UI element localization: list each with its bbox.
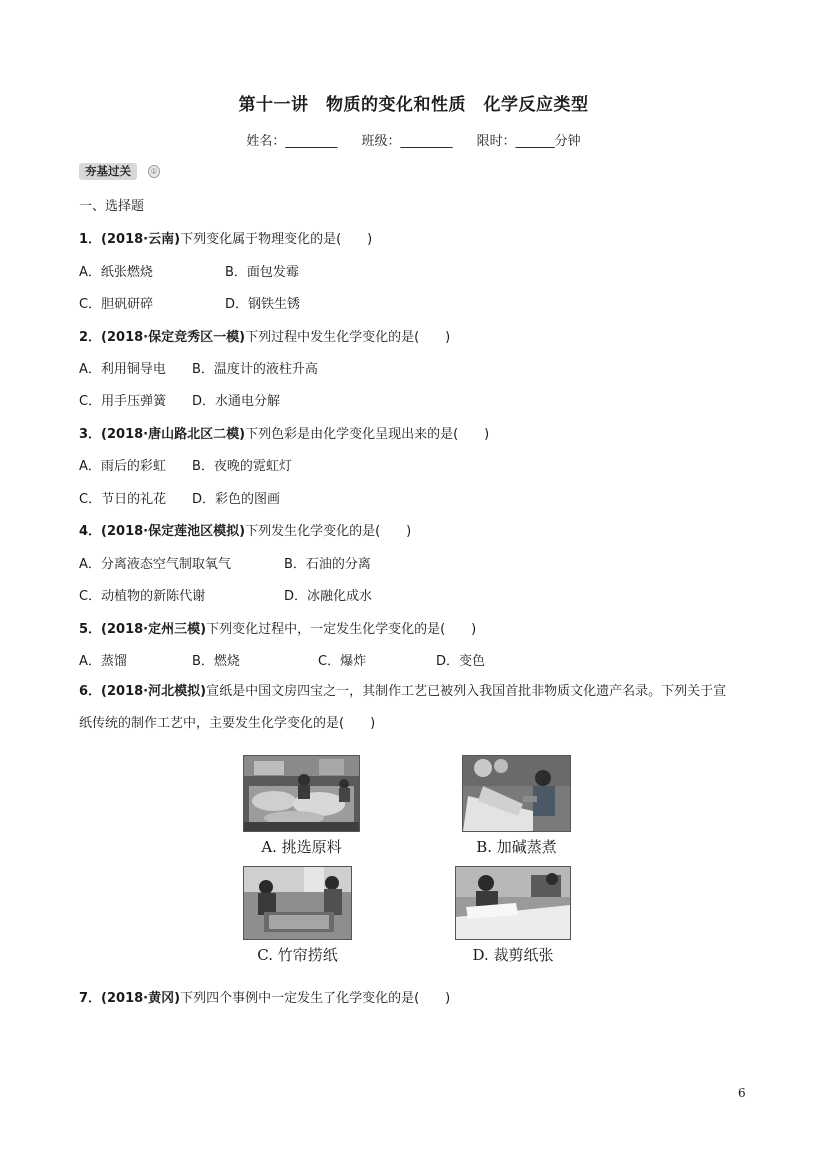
question-source: (2018·保定莲池区模拟)	[101, 524, 246, 539]
student-info-line	[0, 130, 827, 149]
photo-bamboo-screen-image	[244, 867, 351, 939]
question-source: (2018·黄冈)	[101, 991, 181, 1006]
question-number: 3．	[79, 427, 102, 442]
name-field[interactable]: 姓名：________	[246, 134, 338, 149]
time-limit-field[interactable]: 限时：______分钟	[476, 134, 581, 149]
option-b[interactable]: B．夜晚的霓虹灯	[192, 459, 292, 474]
photo-cutting-paper	[455, 866, 571, 940]
question-4	[79, 520, 411, 539]
question-stem: 下列发生化学变化的是( )	[245, 524, 412, 539]
caption-d[interactable]: D. 裁剪纸张	[472, 946, 554, 964]
question-number: 4．	[79, 524, 102, 539]
option-d[interactable]: D．彩色的图画	[192, 492, 281, 507]
option-d[interactable]: D．水通电分解	[192, 394, 281, 409]
question-source: (2018·云南)	[101, 232, 181, 247]
option-a[interactable]: A．蒸馏	[79, 654, 127, 669]
question-source: (2018·定州三模)	[101, 622, 207, 637]
photo-cutting-paper-image	[456, 867, 570, 939]
badge-marker-icon: ①	[148, 165, 160, 178]
question-source: (2018·河北模拟)	[101, 684, 207, 699]
question-stem: 宣纸是中国文房四宝之一，其制作工艺已被列入我国首批非物质文化遗产名录。下列关于宣纸传统的制作工艺中，主要发生化学变化的是( )	[79, 684, 727, 731]
question-source: (2018·唐山路北区二模)	[101, 427, 246, 442]
question-stem: 下列变化过程中，一定发生化学变化的是( )	[206, 622, 477, 637]
question-number: 2．	[79, 330, 102, 345]
page-title: 第十一讲 物质的变化和性质 化学反应类型	[238, 95, 589, 115]
option-a[interactable]: A．雨后的彩虹	[79, 459, 166, 474]
photo-alkali-steaming	[462, 755, 571, 832]
option-d[interactable]: D．变色	[436, 654, 486, 669]
question-6	[79, 676, 739, 740]
photo-select-materials-image	[244, 756, 359, 831]
option-c[interactable]: C．节日的礼花	[79, 492, 167, 507]
option-c[interactable]: C．爆炸	[318, 654, 367, 669]
question-stem: 下列四个事例中一定发生了化学变化的是( )	[180, 991, 451, 1006]
option-a[interactable]: A．纸张燃烧	[79, 265, 153, 280]
photo-bamboo-screen	[243, 866, 352, 940]
class-field[interactable]: 班级：________	[361, 134, 453, 149]
option-c[interactable]: C．胆矾研碎	[79, 297, 154, 312]
option-b[interactable]: B．燃烧	[192, 654, 240, 669]
section-heading: 一、选择题	[79, 199, 145, 214]
option-b[interactable]: B．石油的分离	[284, 557, 371, 572]
question-stem: 下列色彩是由化学变化呈现出来的是( )	[245, 427, 490, 442]
question-stem: 下列变化属于物理变化的是( )	[180, 232, 373, 247]
question-7	[79, 987, 450, 1006]
option-d[interactable]: D．钢铁生锈	[225, 297, 301, 312]
option-a[interactable]: A．分离液态空气制取氧气	[79, 557, 231, 572]
option-b[interactable]: B．温度计的液柱升高	[192, 362, 318, 377]
option-c[interactable]: C．动植物的新陈代谢	[79, 589, 206, 604]
question-number: 6．	[79, 684, 102, 699]
question-3	[79, 423, 489, 442]
option-d[interactable]: D．冰融化成水	[284, 589, 373, 604]
photo-alkali-steaming-image	[463, 756, 570, 831]
photo-select-materials	[243, 755, 360, 832]
question-2	[79, 326, 450, 345]
caption-a[interactable]: A. 挑选原料	[261, 838, 342, 856]
section-badge: 夯基过关	[79, 163, 137, 180]
option-b[interactable]: B．面包发霉	[225, 265, 299, 280]
question-source: (2018·保定竞秀区一模)	[101, 330, 246, 345]
question-5	[79, 618, 476, 637]
question-stem: 下列过程中发生化学变化的是( )	[245, 330, 451, 345]
caption-b[interactable]: B. 加碱蒸煮	[476, 838, 557, 856]
question-number: 5．	[79, 622, 102, 637]
page-number: 6	[738, 1086, 746, 1100]
option-a[interactable]: A．利用铜导电	[79, 362, 166, 377]
question-number: 7．	[79, 991, 102, 1006]
question-1	[79, 228, 372, 247]
option-c[interactable]: C．用手压弹簧	[79, 394, 167, 409]
question-number: 1．	[79, 232, 102, 247]
caption-c[interactable]: C. 竹帘捞纸	[257, 946, 338, 964]
